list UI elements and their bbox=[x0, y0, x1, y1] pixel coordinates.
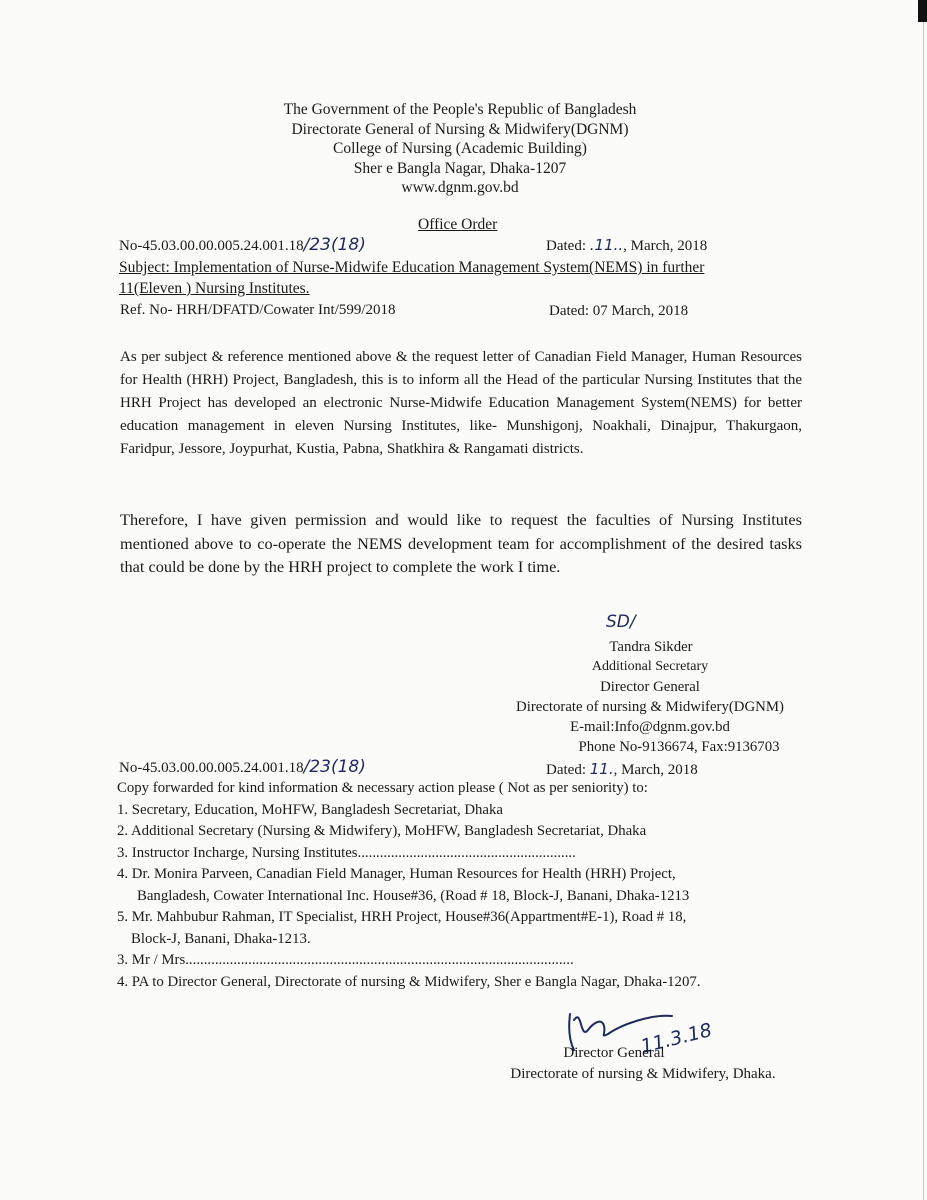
copy-date-day: 11. bbox=[589, 760, 614, 778]
scan-edge-line bbox=[923, 22, 924, 1200]
handwritten-date: 11.3.18 bbox=[638, 1019, 715, 1058]
scan-edge-mark bbox=[918, 0, 927, 22]
copy-date bbox=[546, 760, 698, 779]
copy-memo-number bbox=[119, 757, 366, 777]
list-item: 3. Mr / Mrs......................................................................................................... bbox=[117, 952, 574, 968]
list-item: 4. Dr. Monira Parveen, Canadian Field Manager, Human Resources for Health (HRH) Project, bbox=[117, 866, 676, 882]
list-item: 2. Additional Secretary (Nursing & Midwifery), MoHFW, Bangladesh Secretariat, Dhaka bbox=[117, 823, 647, 839]
signatory-phone: Phone No-9136674, Fax:9136703 bbox=[578, 739, 780, 755]
list-item: Bangladesh, Cowater International Inc. House#36, (Road # 18, Block-J, Banani, Dhaka-1213 bbox=[137, 887, 690, 904]
footer-title: Director General bbox=[563, 1045, 665, 1061]
signature-block bbox=[480, 637, 820, 757]
copy-intro: Copy forwarded for kind information & necessary action please ( Not as per seniority) to: bbox=[117, 780, 648, 796]
copy-list bbox=[117, 778, 700, 993]
signatory-office: Directorate of nursing & Midwifery(DGNM) bbox=[516, 699, 784, 715]
sd-mark: SD/ bbox=[606, 612, 636, 632]
list-item: 3. Instructor Incharge, Nursing Institutes........................................................... bbox=[117, 844, 576, 861]
letterhead-government: The Government of the People's Republic of Bangladesh bbox=[283, 101, 637, 118]
footer-block bbox=[493, 1043, 793, 1085]
subject-line-2: 11(Eleven ) Nursing Institutes. bbox=[119, 280, 310, 297]
order-date-rest: , March, 2018 bbox=[623, 238, 708, 254]
body-paragraph-1: As per subject & reference mentioned above & the request letter of Canadian Field Manager, Human Resources for Health (HRH) Project, Bangladesh, this is to inform all the Head of the particular Nursing Institutes that the HRH Project has developed an electronic Nurse-Midwife Education Management System(NEMS) for better education management in eleven Nursing Institutes, like- Munshigonj, Noakhali, Dinajpur, Thakurgaon, Faridpur, Jessore, Joypurhat, Kustia, Pabna, Shatkhira & Rangamati districts. bbox=[120, 349, 802, 457]
letterhead bbox=[200, 100, 720, 198]
copy-memo-prefix: No-45.03.00.00.005.24.001.18 bbox=[119, 760, 304, 776]
copy-date-rest: , March, 2018 bbox=[613, 762, 698, 778]
signatory-designation-1: Additional Secretary bbox=[591, 659, 709, 674]
letterhead-website: www.dgnm.gov.bd bbox=[401, 179, 519, 196]
reference-date: Dated: 07 March, 2018 bbox=[549, 303, 689, 319]
letterhead-college: College of Nursing (Academic Building) bbox=[333, 140, 587, 157]
copy-date-label: Dated: bbox=[546, 762, 586, 778]
letterhead-directorate: Directorate General of Nursing & Midwifery(DGNM) bbox=[291, 120, 629, 138]
document-title: Office Order bbox=[418, 216, 498, 233]
reference-number: Ref. No- HRH/DFATD/Cowater Int/599/2018 bbox=[120, 302, 396, 318]
list-item: 4. PA to Director General, Directorate of nursing & Midwifery, Sher e Bangla Nagar, Dhaka-1207. bbox=[117, 973, 701, 990]
order-date bbox=[546, 236, 707, 255]
signatory-designation-2: Director General bbox=[600, 679, 700, 695]
memo-prefix: No-45.03.00.00.005.24.001.18 bbox=[119, 238, 304, 254]
memo-handwritten: /23(18) bbox=[303, 235, 366, 255]
list-item: 5. Mr. Mahbubur Rahman, IT Specialist, HRH Project, House#36(Appartment#E-1), Road # 18, bbox=[117, 909, 687, 925]
body-paragraph-2: Therefore, I have given permission and would like to request the faculties of Nursing Institutes mentioned above to co-operate the NEMS development team for accomplishment of the desired tasks that could be done by the HRH project to complete the work I time. bbox=[120, 510, 802, 576]
memo-number bbox=[119, 235, 366, 255]
subject-line-1: Subject: Implementation of Nurse-Midwife Education Management System(NEMS) in further bbox=[119, 259, 705, 276]
order-date-day: .11.. bbox=[589, 236, 624, 254]
order-date-label: Dated: bbox=[546, 238, 586, 254]
signatory-name: Tandra Sikder bbox=[609, 639, 693, 655]
list-item: 1. Secretary, Education, MoHFW, Bangladesh Secretariat, Dhaka bbox=[117, 801, 503, 818]
footer-office: Directorate of nursing & Midwifery, Dhaka. bbox=[510, 1066, 776, 1082]
copy-memo-handwritten: /23(18) bbox=[303, 757, 366, 777]
list-item: Block-J, Banani, Dhaka-1213. bbox=[131, 930, 311, 947]
signatory-email: E-mail:Info@dgnm.gov.bd bbox=[570, 719, 730, 735]
letterhead-address: Sher e Bangla Nagar, Dhaka-1207 bbox=[353, 159, 567, 177]
